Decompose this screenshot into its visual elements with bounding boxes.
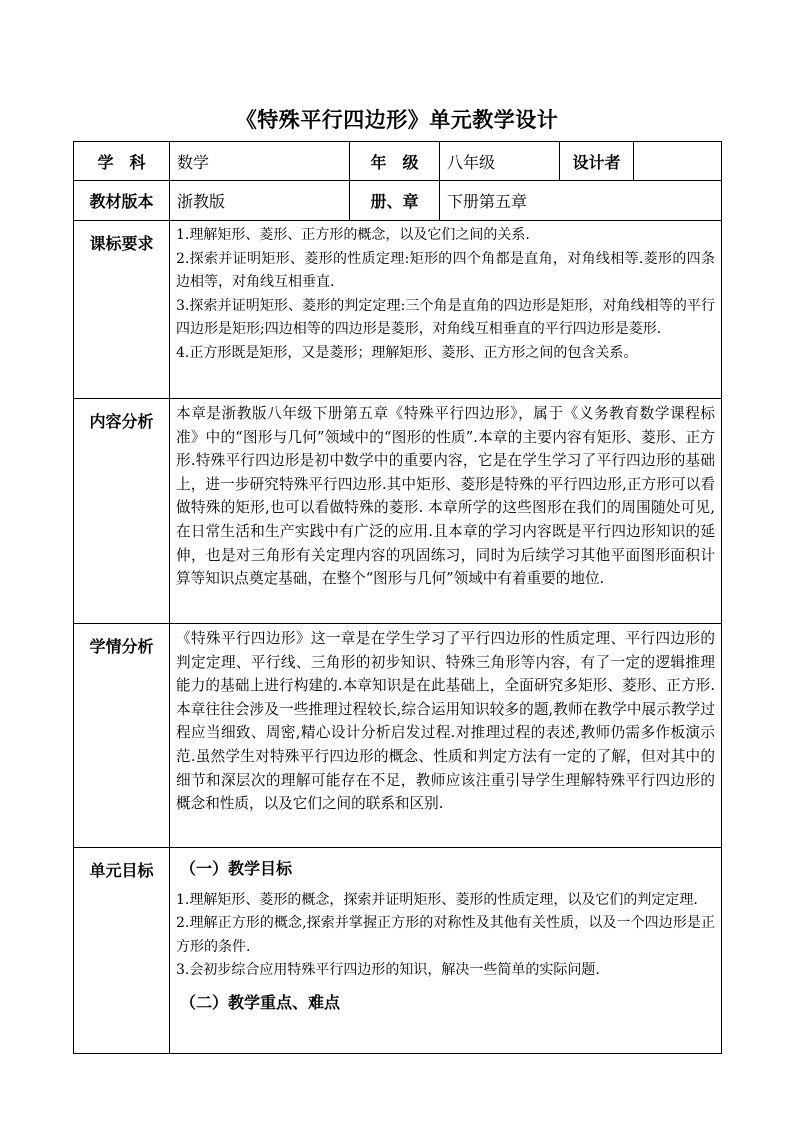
table-row-unit-goals bbox=[74, 848, 722, 1054]
edition-value: 浙教版 bbox=[170, 181, 350, 221]
curriculum-item: 1.理解矩形、菱形、正方形的概念，以及它们之间的关系. bbox=[176, 227, 530, 243]
table-row-subject bbox=[74, 142, 722, 181]
goal-item: 3.会初步综合应用特殊平行四边形的知识，解决一些简单的实际问题. bbox=[176, 962, 600, 978]
subject-value: 数学 bbox=[170, 142, 350, 181]
curriculum-label: 课标要求 bbox=[74, 221, 170, 399]
volume-value: 下册第五章 bbox=[440, 181, 722, 221]
goal-item: 2.理解正方形的概念,探索并掌握正方形的对称性及其他有关性质，以及一个四边形是正方形的条件. bbox=[176, 915, 715, 955]
table-row-curriculum bbox=[74, 221, 722, 399]
designer-label: 设计者 bbox=[560, 142, 634, 181]
curriculum-item: 3.探索并证明矩形、菱形的判定定理:三个角是直角的四边形是矩形，对角线相等的平行四边形是矩形;四边相等的四边形是菱形，对角线互相垂直的平行四边形是菱形. bbox=[176, 297, 715, 337]
learner-analysis-label: 学情分析 bbox=[74, 624, 170, 848]
designer-value bbox=[634, 142, 722, 181]
unit-goals-label: 单元目标 bbox=[74, 848, 170, 1054]
content-analysis-text: 本章是浙教版八年级下册第五章《特殊平行四边形》，属于《义务教育数学课程标准》中的“图形与几何”领域中的“图形的性质”.本章的主要内容有矩形、菱形、正方形.特殊平行四边形是初中数学中的重要内容，它是在学生学习了平行四边形的基础上，进一步研究特殊平行四边形.其中矩形、菱形是特殊的平行四边形,正方形可以看做特殊的矩形,也可以看做特殊的菱形. 本章所学的这些图形在我们的周围随处可见,在日常生活和生产实践中有广泛的应用.且本章的学习内容既是平行四边形知识的延伸，也是对三角形有关定理内容的巩固练习，同时为后续学习其他平面图形面积计算等知识点奠定基础，在整个“图形与几何”领域中有着重要的地位. bbox=[170, 399, 722, 624]
content-analysis-label: 内容分析 bbox=[74, 399, 170, 624]
key-difficulty-heading: （二）教学重点、难点 bbox=[180, 992, 341, 1012]
teaching-goals-heading: （一）教学目标 bbox=[180, 859, 293, 878]
table-row-edition bbox=[74, 181, 722, 221]
grade-label: 年 级 bbox=[350, 142, 440, 181]
subject-label: 学 科 bbox=[74, 142, 170, 181]
lesson-design-table bbox=[73, 141, 722, 1054]
curriculum-item: 4.正方形既是矩形，又是菱形；理解矩形、菱形、正方形之间的包含关系。 bbox=[176, 344, 638, 361]
unit-goals-content bbox=[170, 848, 722, 1054]
table-row-content-analysis bbox=[74, 399, 722, 624]
goal-item: 1.理解矩形、菱形的概念，探索并证明矩形、菱形的性质定理，以及它们的判定定理. bbox=[176, 891, 698, 908]
edition-label: 教材版本 bbox=[74, 181, 170, 221]
curriculum-item: 2.探索并证明矩形、菱形的性质定理:矩形的四个角都是直角，对角线相等.菱形的四条边相等，对角线互相垂直. bbox=[176, 250, 715, 290]
table-row-learner-analysis bbox=[74, 624, 722, 848]
curriculum-content bbox=[170, 221, 722, 399]
grade-value: 八年级 bbox=[440, 142, 560, 181]
page-title: 《特殊平行四边形》单元教学设计 bbox=[235, 108, 559, 132]
learner-analysis-text: 《特殊平行四边形》这一章是在学生学习了平行四边形的性质定理、平行四边形的判定定理、平行线、三角形的初步知识、特殊三角形等内容，有了一定的逻辑推理能力的基础上进行构建的.本章知识是在此基础上，全面研究多矩形、菱形、正方形.本章往往会涉及一些推理过程较长,综合运用知识较多的题,教师在教学中展示教学过程应当细致、周密,精心设计分析启发过程.对推理过程的表述,教师仍需多作板演示范.虽然学生对特殊平行四边形的概念、性质和判定方法有一定的了解，但对其中的细节和深层次的理解可能存在不足，教师应该注重引导学生理解特殊平行四边形的概念和性质，以及它们之间的联系和区别. bbox=[170, 624, 722, 848]
volume-label: 册、章 bbox=[350, 181, 440, 221]
